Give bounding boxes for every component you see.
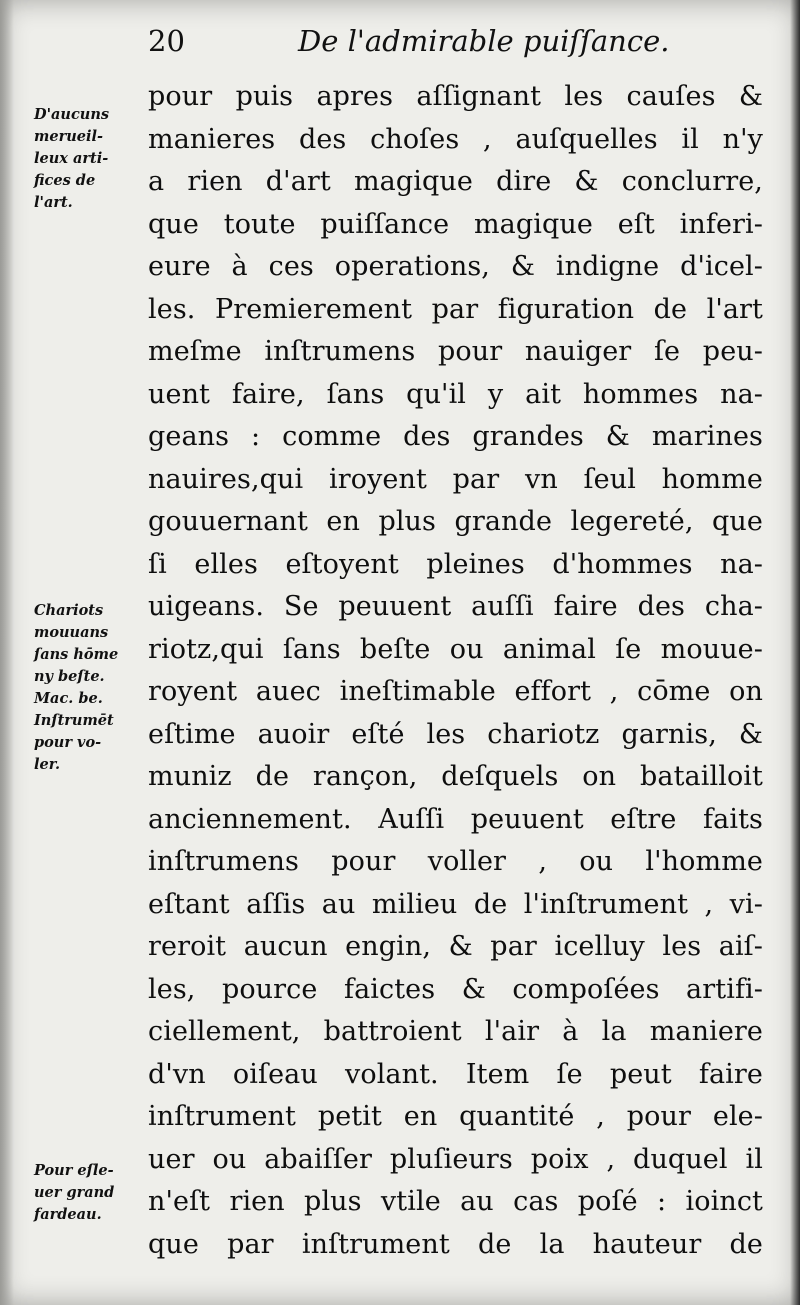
text-line: anciennement. Auſſi peuuent eſtre faits xyxy=(148,803,763,835)
text-line: meſme inſtrumens pour nauiger ſe peu- xyxy=(148,336,763,367)
text-line: riotz,qui ſans beſte ou animal ſe mouue- xyxy=(148,633,763,665)
margin-note-arts xyxy=(34,104,146,214)
page-header xyxy=(148,22,770,66)
text-line: ſi elles eſtoyent pleines d'hommes na- xyxy=(148,548,763,580)
text-line: uer ou abaiſſer pluſieurs poix , duquel il xyxy=(148,1143,763,1175)
margin-note-line: mouuans xyxy=(34,624,109,641)
margin-note-line: Chariots xyxy=(34,602,104,619)
text-line: les, pource faictes & compoſées artifi- xyxy=(148,973,763,1005)
text-line: eure à ces operations, & indigne d'icel- xyxy=(148,251,763,282)
text-line: pour puis apres aſſignant les cauſes & xyxy=(148,81,763,112)
text-line: royent auec ineſtimable effort , cōme on xyxy=(148,676,763,707)
text-line: que par inſtrument de la hauteur de xyxy=(148,1228,763,1260)
gutter-shadow xyxy=(0,0,14,1305)
text-line: ciellement, battroient l'air à la maniere xyxy=(148,1016,763,1047)
margin-note-fardeau xyxy=(34,1160,146,1226)
text-line: eſtime auoir eſté les chariotz garnis, & xyxy=(148,718,763,750)
margin-note-line: leux arti- xyxy=(34,150,109,167)
margin-note-line: ler. xyxy=(34,756,61,773)
margin-note-line: ſans hōme xyxy=(34,646,119,663)
text-line: les. Premierement par figuration de l'art xyxy=(148,293,763,325)
margin-note-line: D'aucuns xyxy=(34,106,110,123)
text-line: n'eſt rien plus vtile au cas poſé : ioinct xyxy=(148,1186,763,1217)
text-line: uent faire, ſans qu'il y ait hommes na- xyxy=(148,378,763,410)
text-line: reroit aucun engin, & par icelluy les aiſ- xyxy=(148,931,763,962)
text-line: nauires,qui iroyent par vn ſeul homme xyxy=(148,463,763,495)
margin-note-chariots xyxy=(34,600,146,776)
text-line: geans : comme des grandes & marines xyxy=(148,421,763,452)
page-number: 20 xyxy=(148,24,185,58)
text-line: que toute puiſſance magique eſt inferi- xyxy=(148,208,763,240)
body-text xyxy=(148,76,763,1266)
margin-note-line: Mac. be. xyxy=(34,690,103,707)
margin-note-line: Pour eſle- xyxy=(34,1162,114,1179)
text-line: muniz de rançon, deſquels on batailloit xyxy=(148,761,763,792)
text-line: inſtrumens pour voller , ou l'homme xyxy=(148,846,763,877)
running-head: De l'admirable puiſſance. xyxy=(298,24,670,58)
text-line: manieres des choſes , auſquelles il n'y xyxy=(148,123,763,155)
margin-note-line: ny beſte. xyxy=(34,668,105,685)
margin-note-line: pour vo- xyxy=(34,734,102,751)
margin-note-line: merueil- xyxy=(34,128,104,145)
margin-note-line: fices de xyxy=(34,172,96,189)
text-line: d'vn oiſeau volant. Item ſe peut faire xyxy=(148,1058,763,1090)
text-line: inſtrument petit en quantité , pour ele- xyxy=(148,1101,763,1132)
margin-note-line: fardeau. xyxy=(34,1206,102,1223)
margin-note-line: l'art. xyxy=(34,194,73,211)
margin-note-line: uer grand xyxy=(34,1184,115,1201)
page-edge-shadow xyxy=(790,0,800,1305)
margin-note-line: Inſtrumēt xyxy=(34,712,114,729)
text-line: gouuernant en plus grande legereté, que xyxy=(148,506,763,537)
text-line: eſtant aſſis au milieu de l'inſtrument , vi- xyxy=(148,888,763,920)
text-line: uigeans. Se peuuent auſſi faire des cha- xyxy=(148,591,763,622)
text-line: a rien d'art magique dire & conclurre, xyxy=(148,166,763,197)
